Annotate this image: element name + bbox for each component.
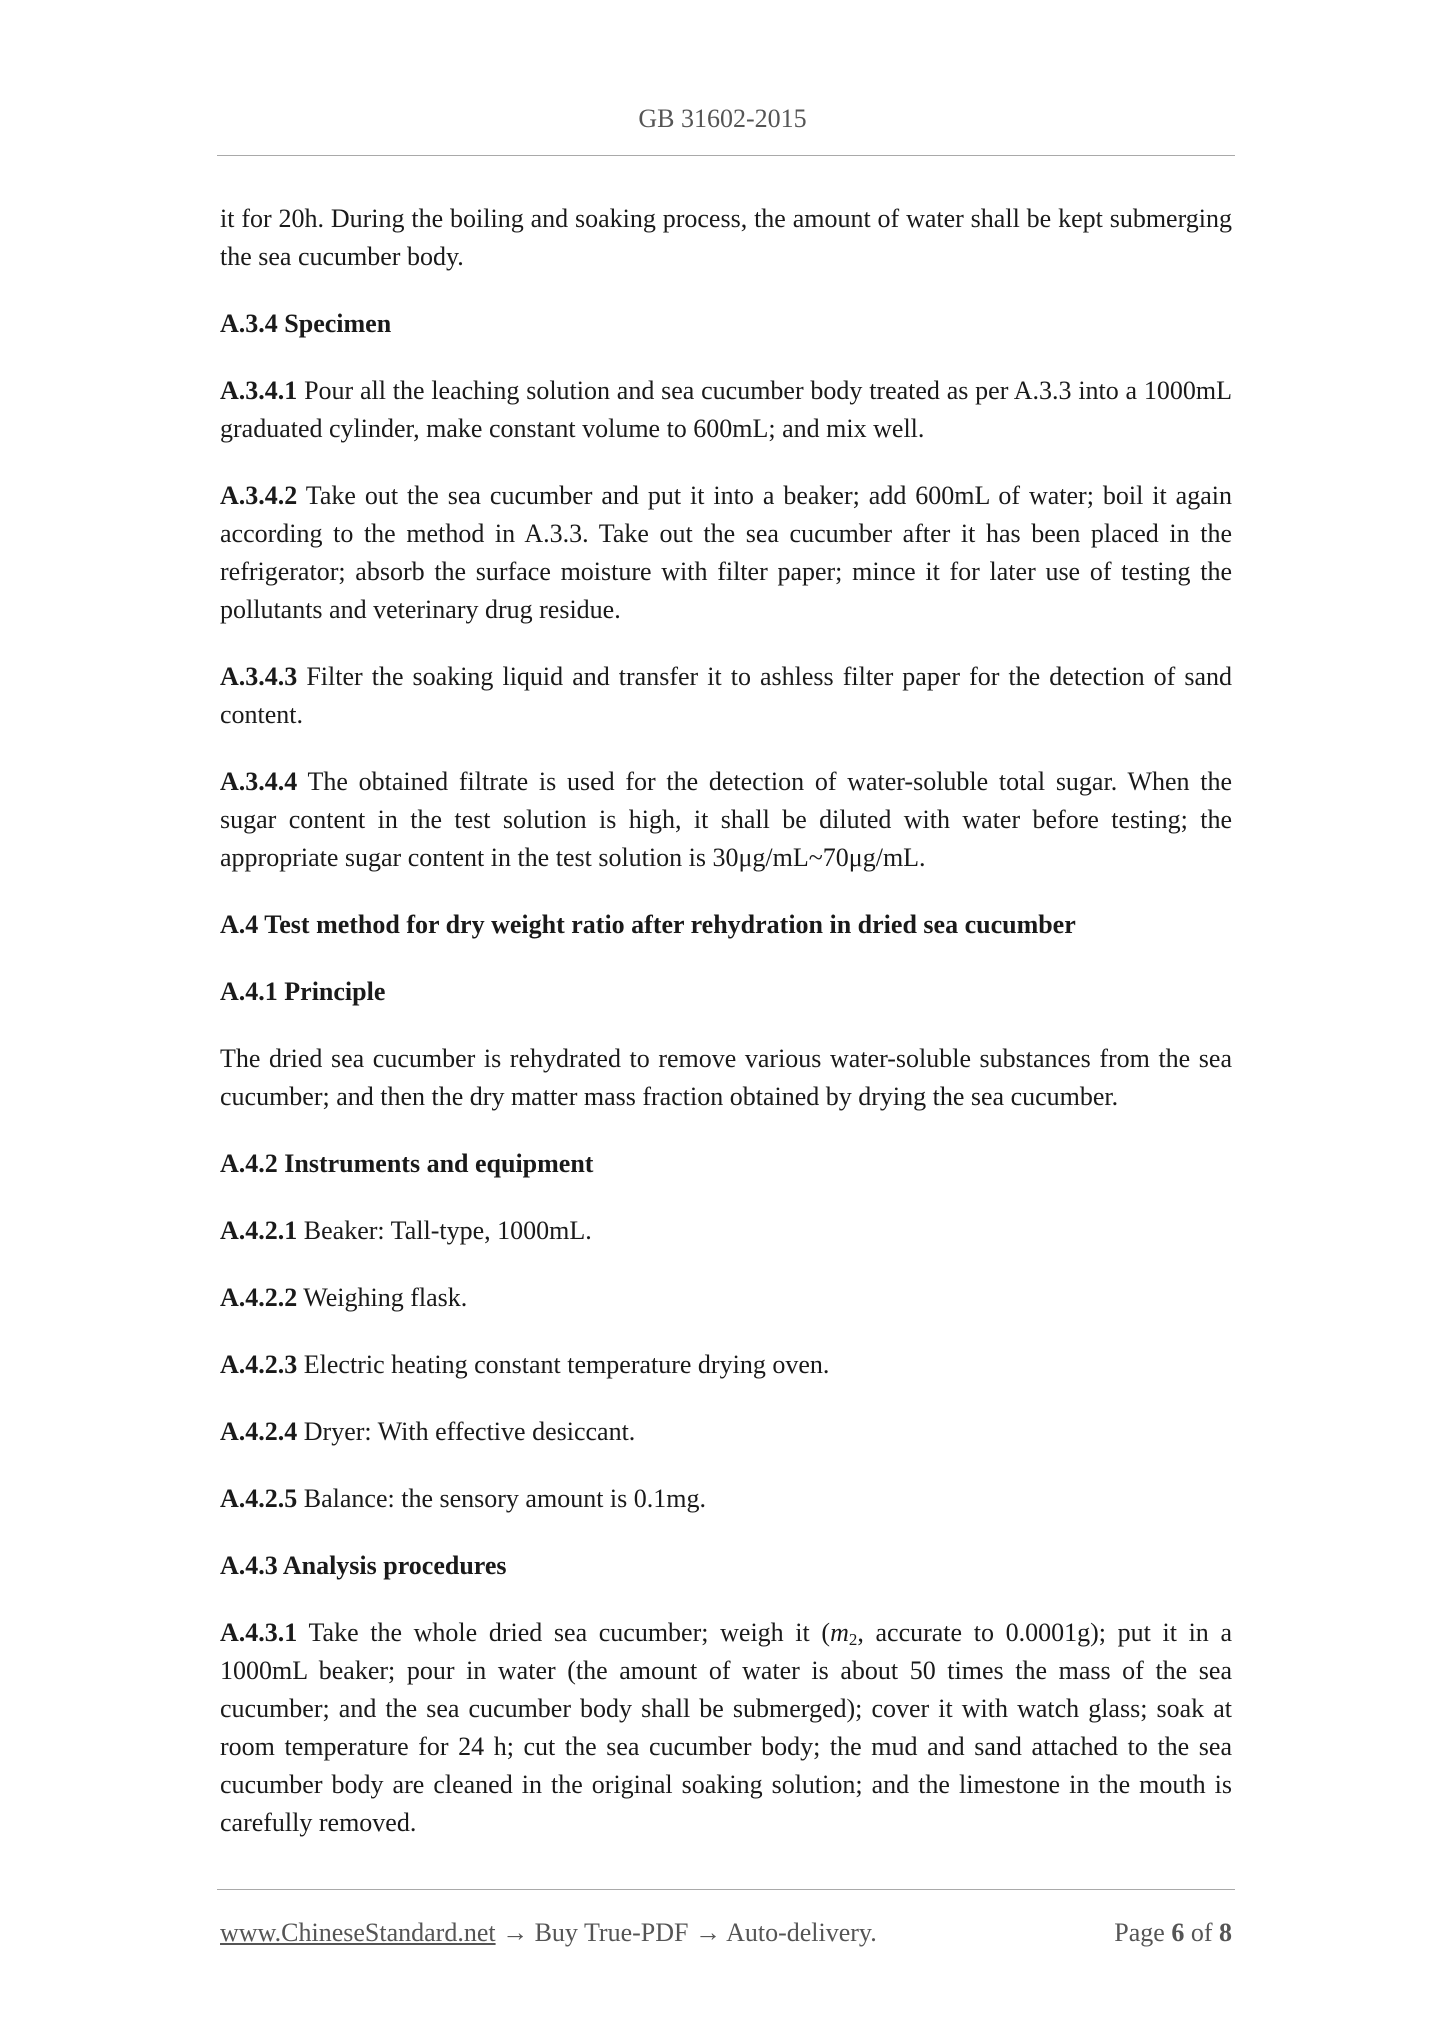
clause-a3342 <box>220 477 1232 629</box>
clause-number: A.3.4.2 <box>220 481 298 510</box>
clause-number: A.4.2.2 <box>220 1283 298 1312</box>
clause-text: Take the whole dried sea cucumber; weigh it ( <box>297 1618 831 1647</box>
page-total: 8 <box>1219 1918 1232 1947</box>
page-header <box>0 104 1445 134</box>
clause-a3343 <box>220 658 1232 734</box>
document-body <box>220 200 1232 1871</box>
paragraph-principle: The dried sea cucumber is rehydrated to remove various water-soluble substances from the sea cucumber; and then the dry matter mass fraction obtained by drying the sea cucumber. <box>220 1044 1232 1111</box>
clause-a4224 <box>220 1413 1232 1451</box>
paragraph-intro: it for 20h. During the boiling and soaking process, the amount of water shall be kept submerging the sea cucumber body. <box>220 204 1232 271</box>
buy-text: Buy True-PDF <box>534 1918 689 1947</box>
clause-text: Beaker: Tall-type, 1000mL. <box>297 1216 592 1245</box>
heading-a42: A.4.2 Instruments and equipment <box>220 1149 594 1178</box>
clause-a4222 <box>220 1279 1232 1317</box>
clause-a3344 <box>220 763 1232 877</box>
clause-a4223 <box>220 1346 1232 1384</box>
clause-a3341 <box>220 372 1232 448</box>
clause-number: A.4.2.5 <box>220 1484 298 1513</box>
footer-promo <box>220 1918 877 1948</box>
clause-a4225 <box>220 1480 1232 1518</box>
clause-text: Pour all the leaching solution and sea cucumber body treated as per A.3.3 into a 1000mL graduated cylinder, make constant volume to 600mL; and mix well. <box>220 376 1232 443</box>
clause-number: A.3.4.3 <box>220 662 298 691</box>
clause-number: A.3.4.1 <box>220 376 298 405</box>
clause-a4221 <box>220 1212 1232 1250</box>
page-label: Page <box>1114 1918 1172 1947</box>
clause-text: Dryer: With effective desiccant. <box>297 1417 636 1446</box>
arrow-icon: → <box>688 1918 727 1947</box>
clause-number: A.4.2.3 <box>220 1350 298 1379</box>
header-divider <box>217 155 1235 156</box>
of-label: of <box>1184 1918 1219 1947</box>
clause-number: A.4.2.4 <box>220 1417 298 1446</box>
page-indicator <box>1114 1918 1232 1948</box>
clause-number: A.4.2.1 <box>220 1216 298 1245</box>
standard-number: GB 31602-2015 <box>638 104 807 133</box>
footer-divider <box>217 1889 1235 1890</box>
clause-number: A.4.3.1 <box>220 1618 298 1647</box>
clause-text: Take out the sea cucumber and put it into a beaker; add 600mL of water; boil it again according to the method in A.3.3. Take out the sea cucumber after it has been placed in the refrigerator; absorb the surface moisture with filter paper; mince it for later use of testing the pollutants and veterinary drug residue. <box>220 481 1232 624</box>
heading-a43: A.4.3 Analysis procedures <box>220 1551 507 1580</box>
mass-subscript: 2 <box>848 1630 858 1649</box>
clause-text: The obtained filtrate is used for the detection of water-soluble total sugar. When the sugar content in the test solution is high, it shall be diluted with water before testing; the appropriate sugar content in the test solution is 30μg/mL~70μg/mL. <box>220 767 1232 872</box>
clause-text: Electric heating constant temperature drying oven. <box>297 1350 830 1379</box>
mass-variable: m <box>830 1618 849 1647</box>
clause-a4331 <box>220 1614 1232 1842</box>
clause-text: Balance: the sensory amount is 0.1mg. <box>297 1484 706 1513</box>
arrow-icon: → <box>495 1918 535 1947</box>
website-link[interactable]: www.ChineseStandard.net <box>220 1918 496 1947</box>
heading-a41: A.4.1 Principle <box>220 977 386 1006</box>
page-number: 6 <box>1171 1918 1185 1947</box>
clause-text: Weighing flask. <box>297 1283 468 1312</box>
clause-number: A.3.4.4 <box>220 767 298 796</box>
clause-text: Filter the soaking liquid and transfer it to ashless filter paper for the detection of sand content. <box>220 662 1232 729</box>
heading-a334: A.3.4 Specimen <box>220 309 392 338</box>
clause-text: , accurate to 0.0001g); put it in a 1000mL beaker; pour in water (the amount of water is about 50 times the mass of the sea cucumber; and the sea cucumber body shall be submerged); cover it with watch glass; soak at room temperature for 24 h; cut the sea cucumber body; the mud and sand attached to the sea cucumber body are cleaned in the original soaking solution; and the limestone in the mouth is carefully removed. <box>220 1618 1232 1837</box>
delivery-text: Auto-delivery. <box>726 1918 877 1947</box>
heading-a4: A.4 Test method for dry weight ratio after rehydration in dried sea cucumber <box>220 910 1076 939</box>
